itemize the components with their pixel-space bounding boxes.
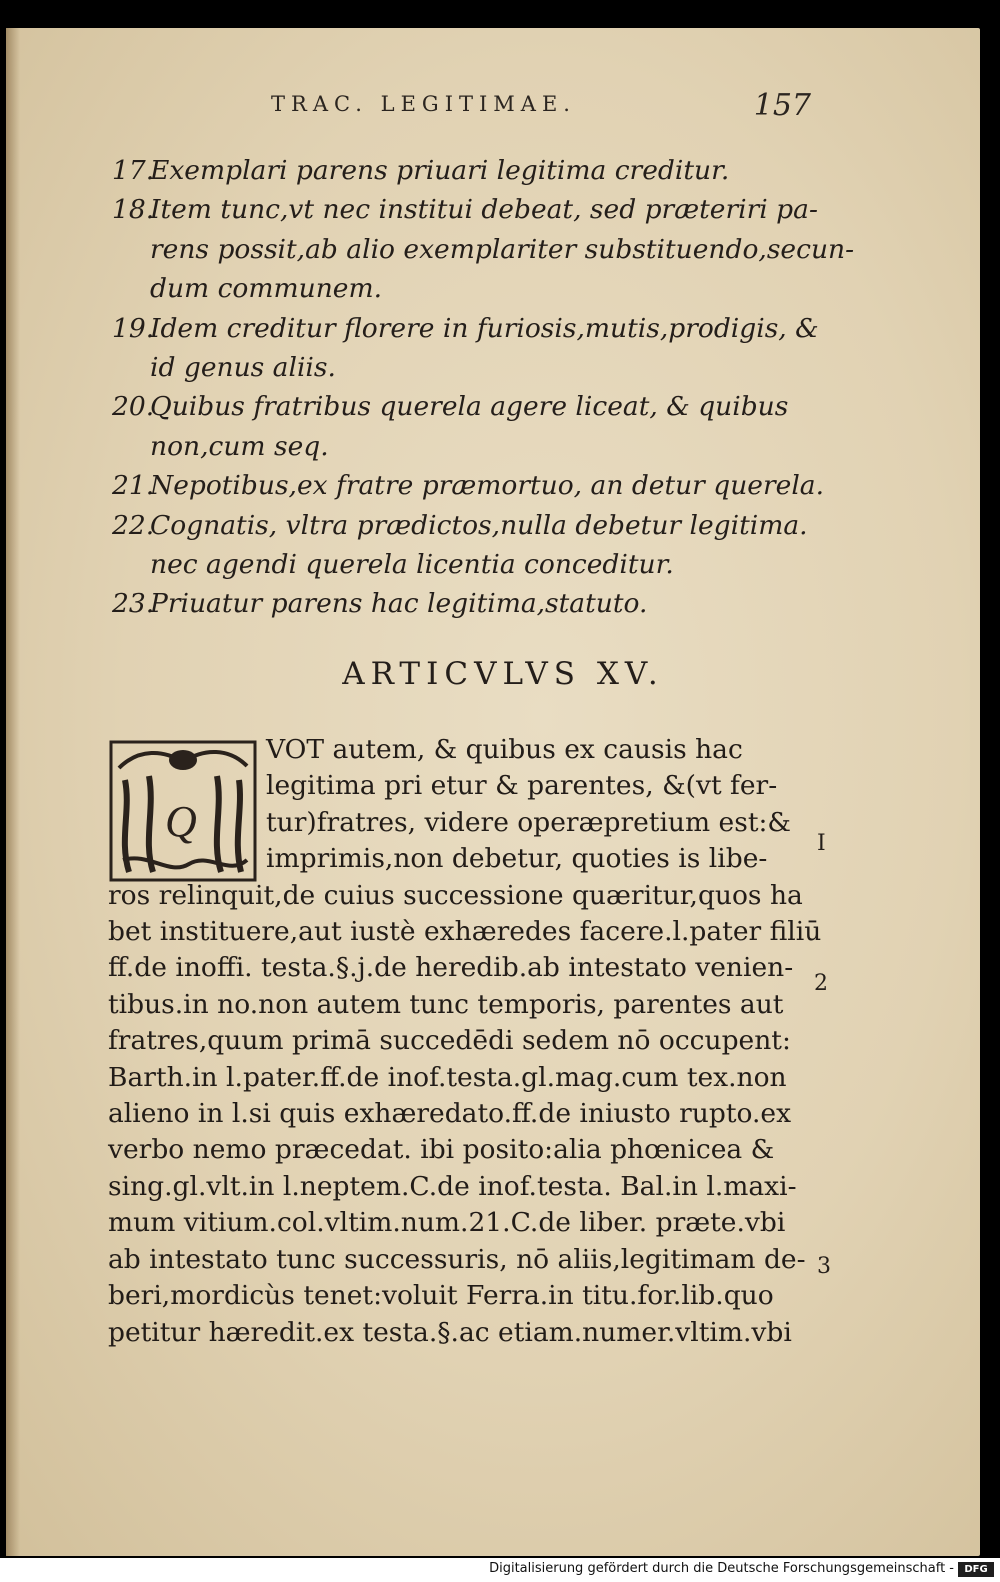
summary-text: id genus aliis. (150, 352, 336, 384)
article-title: ARTICVLVS XV. (342, 656, 664, 692)
summary-item (112, 309, 819, 348)
summary-list (112, 151, 855, 624)
body-line: beri,mordicùs tenet:voluit Ferra.in titu.for.lib.quo (108, 1280, 774, 1312)
summary-item (112, 387, 812, 426)
summary-item-continuation (112, 427, 812, 466)
summary-item-continuation (112, 348, 812, 387)
summary-number: 21. (112, 470, 155, 502)
body-line: imprimis,non debetur, quoties is libe- (266, 843, 768, 875)
book-page (6, 28, 980, 1556)
page-number: 157 (753, 88, 811, 123)
summary-item (112, 151, 812, 190)
footer-credit: Digitalisierung gefördert durch die Deutsche Forschungsgemeinschaft - (489, 1561, 954, 1576)
summary-item (112, 506, 812, 545)
summary-item (112, 190, 818, 229)
summary-text: Item tunc,vt nec institui debeat, sed præteriri pa- (150, 194, 818, 226)
summary-number: 17. (112, 155, 155, 186)
summary-text: Cognatis, vltra prædictos,nulla debetur legitima. (150, 509, 808, 541)
article-body (108, 732, 822, 1351)
margin-note: 3 (817, 1254, 831, 1279)
summary-text: Exemplari parens priuari legitima creditur. (150, 155, 730, 186)
body-line: mum vitium.col.vltim.num.21.C.de liber. præte.vbi (108, 1207, 786, 1239)
summary-item-continuation (112, 269, 812, 308)
body-line: alieno in l.si quis exhæredato.ff.de iniusto rupto.ex (108, 1098, 792, 1130)
body-line: petitur hæredit.ex testa.§.ac etiam.numer.vltim.vbi (108, 1316, 792, 1348)
summary-text: non,cum seq. (150, 430, 329, 462)
summary-number: 22. (112, 509, 155, 541)
summary-number: 19. (112, 312, 155, 344)
body-line: Barth.in l.pater.ff.de inof.testa.gl.mag.cum tex.non (108, 1061, 787, 1093)
summary-number: 23. (112, 588, 155, 620)
summary-text: Priuatur parens hac legitima,statuto. (150, 588, 648, 620)
summary-item-continuation (112, 230, 855, 269)
body-line: VOT autem, & quibus ex causis hac (266, 734, 743, 765)
summary-text: Idem creditur florere in furiosis,mutis,prodigis, & (150, 312, 819, 344)
summary-text: Quibus fratribus querela agere liceat, & quibus (150, 391, 789, 423)
summary-text: rens possit,ab alio exemplariter substituendo,secun- (150, 233, 855, 265)
body-line: ros relinquit,de cuius successione quæritur,quos ha (108, 879, 803, 911)
body-line: bet instituere,aut iustè exhæredes facere.l.pater filiū (108, 916, 822, 948)
summary-text: dum communem. (150, 273, 383, 305)
digitization-footer (0, 1558, 1000, 1582)
page-header (271, 88, 811, 128)
margin-note: I (817, 831, 826, 856)
body-line: tur)fratres, videre operæpretium est:& (266, 806, 791, 838)
body-line: tibus.in no.non autem tunc temporis, parentes aut (108, 988, 784, 1020)
summary-number: 20. (112, 391, 155, 423)
running-head: TRAC. LEGITIMAE. (271, 92, 576, 116)
body-line: ff.de inoffi. testa.§.j.de heredib.ab intestato venien- (108, 952, 794, 984)
body-line: fratres,quum primā succedēdi sedem nō occupent: (108, 1025, 791, 1057)
summary-number: 18. (112, 194, 155, 226)
body-line: verbo nemo præcedat. ibi posito:alia phœnicea & (108, 1134, 775, 1166)
body-line: legitima pri etur & parentes, &(vt fer- (266, 770, 778, 802)
dfg-logo-icon: DFG (958, 1562, 994, 1577)
summary-item (112, 466, 825, 505)
margin-note: 2 (814, 971, 828, 996)
summary-item-continuation (112, 545, 812, 584)
summary-item (112, 584, 812, 623)
summary-text: Nepotibus,ex fratre præmortuo, an detur querela. (150, 470, 825, 502)
svg-text:Q: Q (165, 797, 197, 846)
body-line: sing.gl.vlt.in l.neptem.C.de inof.testa. Bal.in l.maxi- (108, 1170, 797, 1202)
summary-text: nec agendi querela licentia conceditur. (150, 549, 674, 581)
body-line: ab intestato tunc successuris, nō aliis,legitimam de- (108, 1243, 806, 1275)
